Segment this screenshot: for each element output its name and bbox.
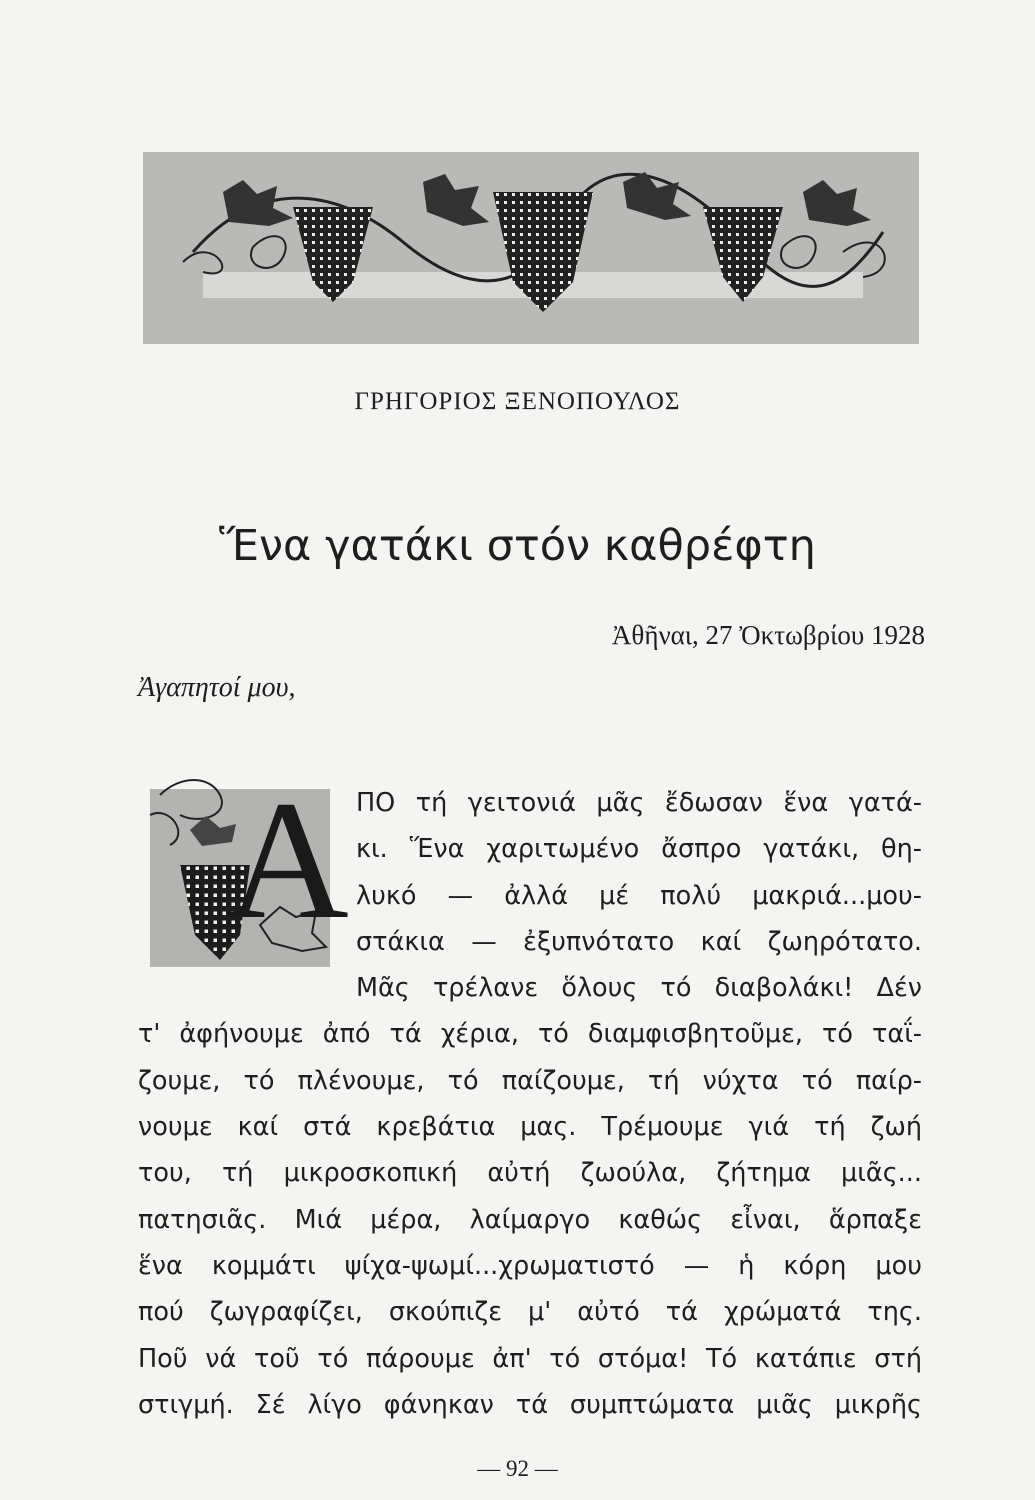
text-line: τ' ἀφήνουμε ἀπό τά χέρια, τό διαμφισβητοῦμε, τό ταΐ-	[138, 1019, 922, 1050]
letter-body	[138, 780, 922, 1428]
text-line: Μᾶς τρέλανε ὅλους τό διαβολάκι! Δέν	[356, 973, 922, 1004]
text-line: στιγμή. Σέ λίγο φάνηκαν τά συμπτώματα μιᾶς μικρῆς	[138, 1389, 922, 1420]
drop-cap-letter: Α	[226, 766, 349, 954]
text-line: ἕνα κομμάτι ψίχα-ψωμί...χρωματιστό — ἡ κόρη μου	[138, 1250, 922, 1281]
page-number: — 92 —	[477, 1456, 558, 1481]
letter-salutation: Ἀγαπητοί μου,	[138, 672, 296, 703]
letter-dateline: Ἀθῆναι, 27 Ὀκτωβρίου 1928	[611, 620, 925, 650]
text-line: ζουμε, τό πλένουμε, τό παίζουμε, τή νύχτα τό παίρ-	[138, 1065, 922, 1096]
author-name: ΓΡΗΓΟΡΙΟΣ ΞΕΝΟΠΟΥΛΟΣ	[354, 388, 681, 415]
text-line: Ποῦ νά τοῦ τό πάρουμε ἀπ' τό στόμα! Τό κατάπιε στή	[138, 1343, 922, 1374]
grapevine-ornament-icon	[143, 152, 919, 344]
story-title: Ἕνα γατάκι στόν καθρέφτη	[219, 520, 816, 571]
text-line: ΠΟ τή γειτονιά μᾶς ἔδωσαν ἕνα γατά-	[356, 788, 922, 818]
text-line: στάκια — ἐξυπνότατο καί ζωηρότατο.	[356, 926, 922, 957]
text-line: πατησιᾶς. Μιά μέρα, λαίμαργο καθώς εἶναι, ἅρπαξε	[138, 1204, 922, 1235]
text-line: του, τή μικροσκοπική αὐτή ζωούλα, ζήτημα μιᾶς...	[138, 1158, 922, 1189]
text-line: νουμε καί στά κρεβάτια μας. Τρέμουμε γιά τή ζωή	[138, 1112, 922, 1143]
text-line: κι. Ἕνα χαριτωμένο ἄσπρο γατάκι, θη-	[356, 834, 922, 865]
text-line: πού ζωγραφίζει, σκούπιζε μ' αὐτό τά χρώματά της.	[138, 1297, 922, 1328]
text-line: λυκό — ἀλλά μέ πολύ μακριά...μου-	[356, 880, 922, 911]
